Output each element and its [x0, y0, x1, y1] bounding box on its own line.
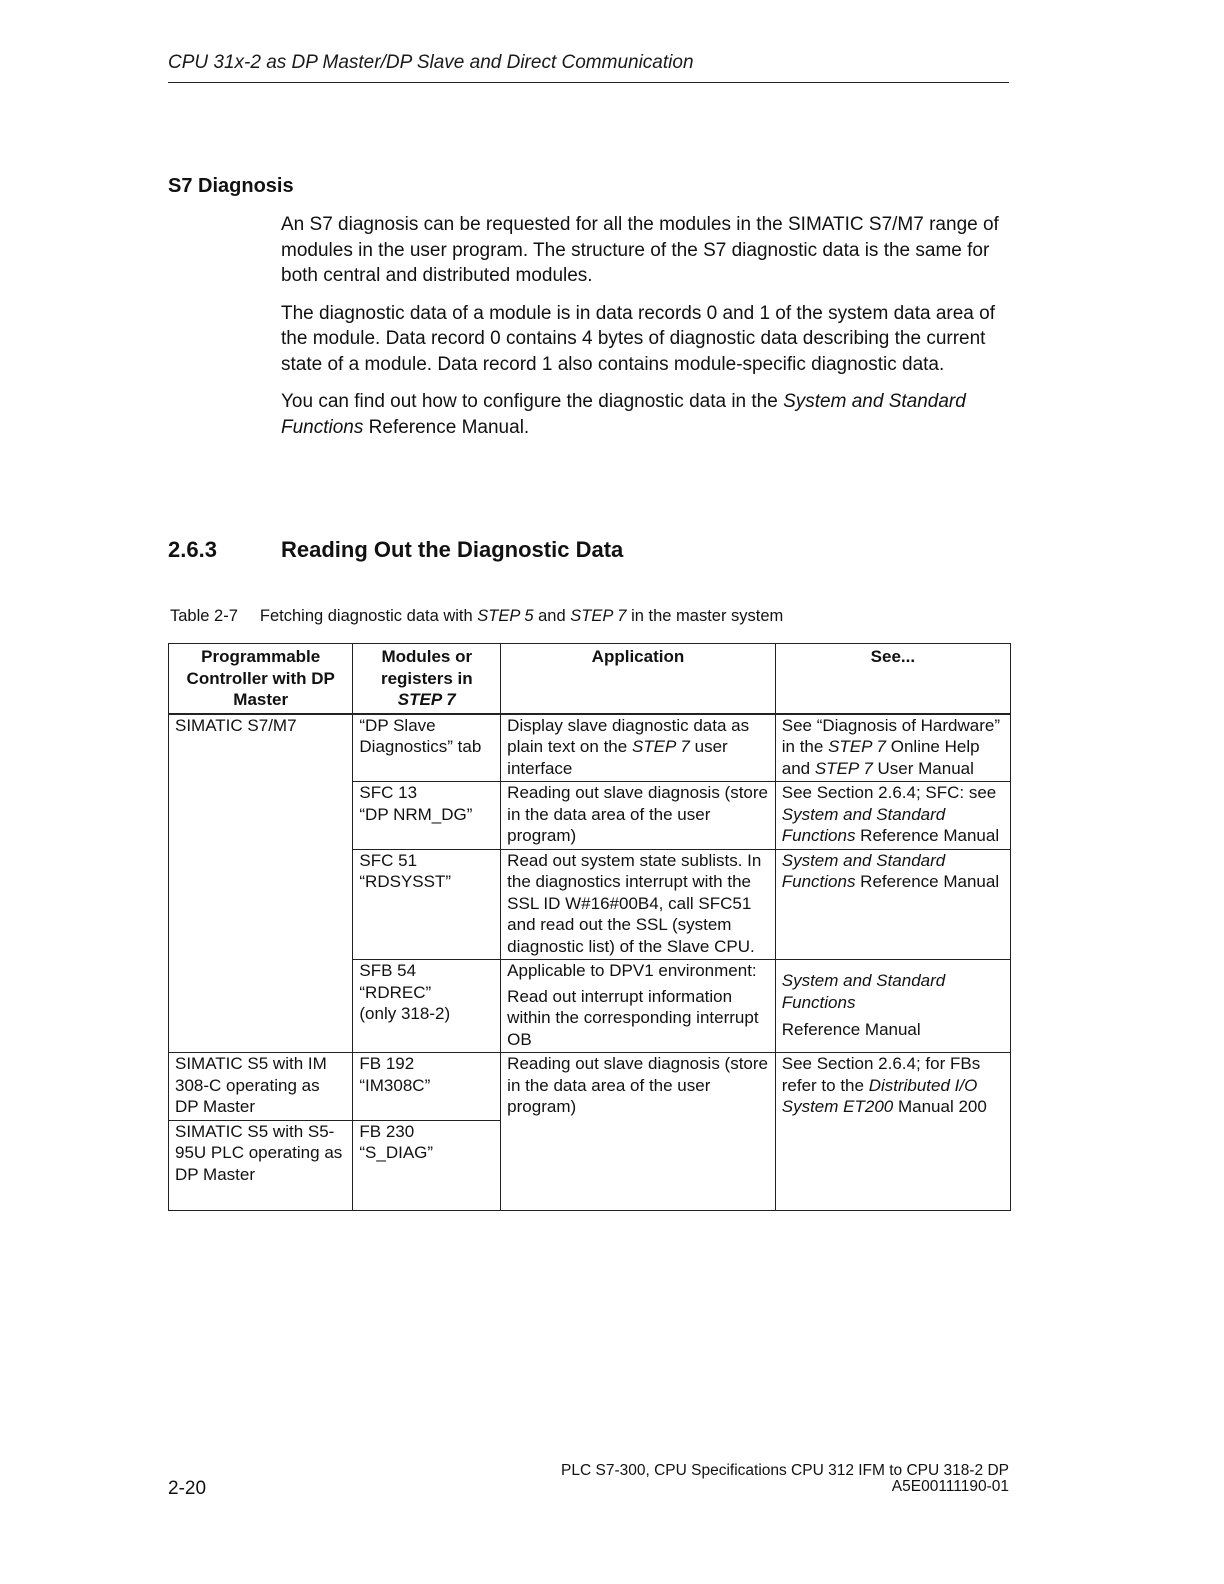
application-sfc51: Read out system state sublists. In the diagnostics interrupt with the SSL ID W#16#00B4, call SFC51 and read out the SSL (system diagnostic list) of the Slave CPU.	[501, 849, 776, 960]
application-sfb54	[501, 960, 776, 1053]
table-caption-text-b: and	[533, 607, 571, 625]
header-modules-text: Modules or registers in	[380, 647, 473, 688]
table-caption-label: Table 2-7	[170, 607, 238, 625]
table-header-row	[169, 644, 1011, 714]
footer-manual-title: PLC S7-300, CPU Specifications CPU 312 IFM to CPU 318-2 DP	[561, 1462, 1009, 1479]
header-modules-step7: STEP 7	[397, 690, 456, 709]
paragraph-3-reference: System and Standard Functions	[281, 391, 966, 438]
module-sfc13-name: “DP NRM_DG”	[359, 804, 473, 824]
table-row	[169, 1053, 1011, 1121]
module-sfb54-name: “RDREC”	[359, 982, 432, 1002]
module-sfb54	[353, 960, 501, 1053]
module-fb192-name: “IM308C”	[359, 1075, 431, 1095]
s7-diagnosis-body	[281, 212, 1013, 452]
footer-manual-info	[561, 1463, 1009, 1495]
module-sfb54-note: (only 318-2)	[359, 1004, 451, 1023]
header-application: Application	[501, 644, 776, 714]
see-hardware-diagnosis	[775, 714, 1010, 782]
see-sfc51-reference: System and Standard Functions	[781, 850, 946, 891]
footer-order-number: A5E00111190-01	[891, 1478, 1009, 1495]
controller-s5-im308: SIMATIC S5 with IM 308-C operating as DP Master	[169, 1053, 353, 1121]
see-sfc13-text-b: Reference Manual	[855, 826, 1000, 845]
module-sfb54-id: SFB 54	[359, 961, 417, 980]
see-fb-reference: Distributed I/O System ET200	[781, 1075, 978, 1116]
see-sfc51-text: Reference Manual	[855, 872, 1000, 891]
module-sfc13-id: SFC 13	[359, 783, 418, 802]
module-sfc51-name: “RDSYSST”	[359, 872, 452, 891]
running-header: CPU 31x-2 as DP Master/DP Slave and Direct Communication	[168, 52, 1009, 83]
module-fb230	[353, 1120, 501, 1210]
see-sfc13	[775, 782, 1010, 850]
see-sfc51	[775, 849, 1010, 960]
application-sfc13: Reading out slave diagnosis (store in the data area of the user program)	[501, 782, 776, 850]
controller-s7m7: SIMATIC S7/M7	[169, 714, 353, 1053]
see-sfb54	[775, 960, 1010, 1053]
table-row	[169, 714, 1011, 782]
module-sfc13	[353, 782, 501, 850]
section-title: Reading Out the Diagnostic Data	[281, 537, 624, 562]
see-step7-b: STEP 7	[814, 758, 873, 778]
app-text-b: user interface	[507, 737, 728, 778]
paragraph-3	[281, 389, 1013, 440]
application-sfb54-line1: Applicable to DPV1 environment:	[507, 961, 757, 980]
header-modules	[353, 644, 501, 714]
module-dp-slave-tab: “DP Slave Diagnostics” tab	[353, 714, 501, 782]
module-fb230-name: “S_DIAG”	[359, 1143, 434, 1162]
diagnostic-data-table	[168, 643, 1011, 1211]
paragraph-3-text-a: You can find out how to configure the diagnostic data in the	[281, 391, 784, 412]
module-fb230-id: FB 230	[359, 1121, 415, 1141]
application-sfb54-line2: Read out interrupt information within the corresponding interrupt OB	[507, 986, 759, 1049]
header-controller: Programmable Controller with DP Master	[169, 644, 353, 714]
see-sfc13-reference: System and Standard Functions	[781, 804, 946, 845]
see-sfc13-text-a: See Section 2.6.4; SFC: see	[781, 783, 997, 802]
application-fb: Reading out slave diagnosis (store in the data area of the user program)	[501, 1053, 776, 1211]
see-fb-text-a: See Section 2.6.4; for FBs refer to the	[781, 1054, 981, 1095]
table-caption-text-c: in the master system	[626, 607, 784, 625]
see-fb-text-b: Manual 200	[893, 1097, 987, 1116]
app-step7: STEP 7	[631, 737, 690, 756]
module-sfc51-id: SFC 51	[359, 850, 418, 870]
section-number: 2.6.3	[168, 537, 217, 562]
page-number: 2-20	[168, 1478, 207, 1499]
application-display	[501, 714, 776, 782]
table-caption-step5: STEP 5	[477, 607, 534, 625]
s7-diagnosis-heading: S7 Diagnosis	[168, 175, 294, 197]
module-sfc51	[353, 849, 501, 960]
app-text-a: Display slave diagnostic data as plain text on the	[507, 715, 750, 756]
table-caption-step7: STEP 7	[570, 607, 627, 625]
see-step7-a: STEP 7	[828, 737, 887, 756]
paragraph-2: The diagnostic data of a module is in data records 0 and 1 of the system data area of the module. Data record 0 contains 4 bytes of diagnostic data describing the current state of a module. Data record 1 also contains module-specific diagnostic data.	[281, 302, 995, 375]
see-text-c: User Manual	[872, 758, 974, 778]
module-fb192	[353, 1053, 501, 1121]
table-caption	[170, 607, 783, 626]
module-fb192-id: FB 192	[359, 1054, 415, 1073]
see-sfb54-reference: System and Standard Functions	[781, 971, 946, 1012]
see-text-a: See “Diagnosis of Hardware” in the	[781, 715, 1001, 756]
table-caption-text-a: Fetching diagnostic data with	[259, 607, 478, 625]
controller-s5-95u: SIMATIC S5 with S5-95U PLC operating as DP Master	[169, 1120, 353, 1210]
see-sfb54-text: Reference Manual	[781, 1020, 921, 1039]
see-fb	[775, 1053, 1010, 1211]
paragraph-3-text-b: Reference Manual.	[363, 416, 530, 438]
paragraph-1: An S7 diagnosis can be requested for all the modules in the SIMATIC S7/M7 range of modules in the user program. The structure of the S7 diagnostic data is the same for both central and distributed modules.	[281, 214, 999, 286]
header-see: See...	[775, 644, 1010, 714]
see-text-b: Online Help and	[781, 737, 980, 778]
